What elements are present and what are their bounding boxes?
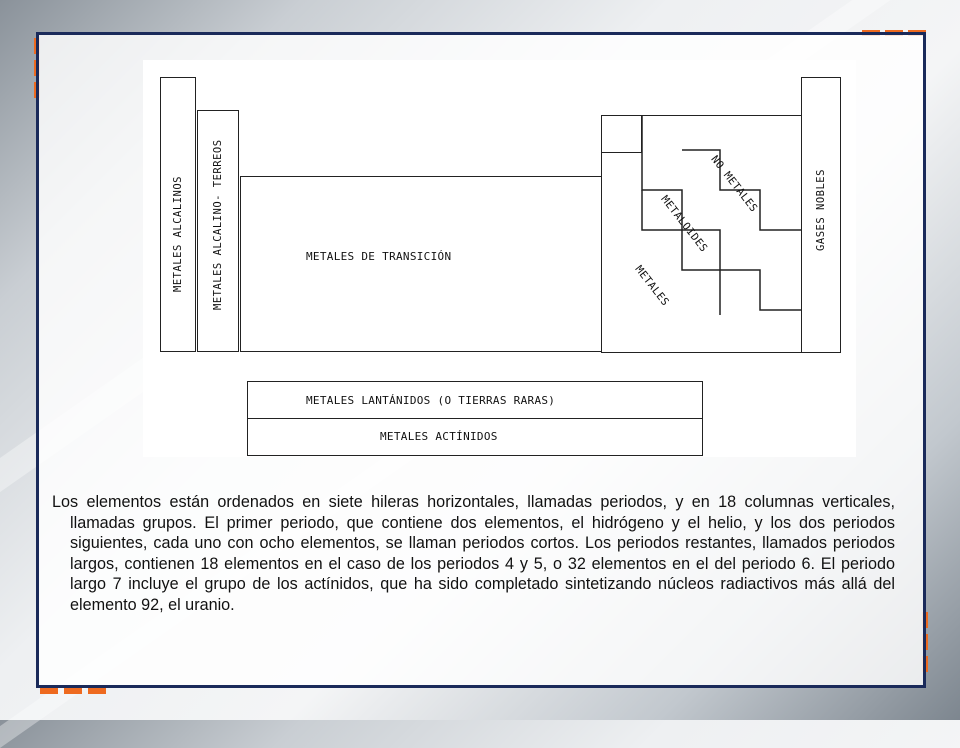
label-metales: METALES bbox=[632, 263, 672, 309]
body-paragraph: Los elementos están ordenados en siete hileras horizontales, llamadas periodos, y en 18 columnas verticales, llamadas grupos. El primer periodo, que contiene dos elementos, el hidrógeno y el helio, y los dos periodos siguientes, cada uno con ocho elementos, se llaman periodos cortos. Los periodos restantes, llamados periodos largos, contienen 18 elementos en el caso de los periodos 4 y 5, o 32 elementos en el del periodo 6. El periodo largo 7 incluye el grupo de los actínidos, que ha sido completado sintetizando núcleos radiactivos más allá del elemento 92, el uranio. bbox=[52, 493, 895, 614]
label-metales-transicion: METALES DE TRANSICIÓN bbox=[306, 250, 452, 263]
label-metales-alcalino-terreos: METALES ALCALINO- TERREOS bbox=[212, 139, 224, 310]
label-actinidos: METALES ACTÍNIDOS bbox=[380, 430, 498, 443]
label-no-metales: NO METALES bbox=[708, 153, 760, 215]
label-lantanidos: METALES LANTÁNIDOS (O TIERRAS RARAS) bbox=[306, 394, 556, 407]
label-gases-nobles: GASES NOBLES bbox=[815, 169, 827, 251]
staircase-metaloides-boundary bbox=[642, 115, 802, 310]
label-metaloides: METALOIDES bbox=[658, 193, 710, 255]
label-metales-alcalinos: METALES ALCALINOS bbox=[172, 176, 184, 292]
